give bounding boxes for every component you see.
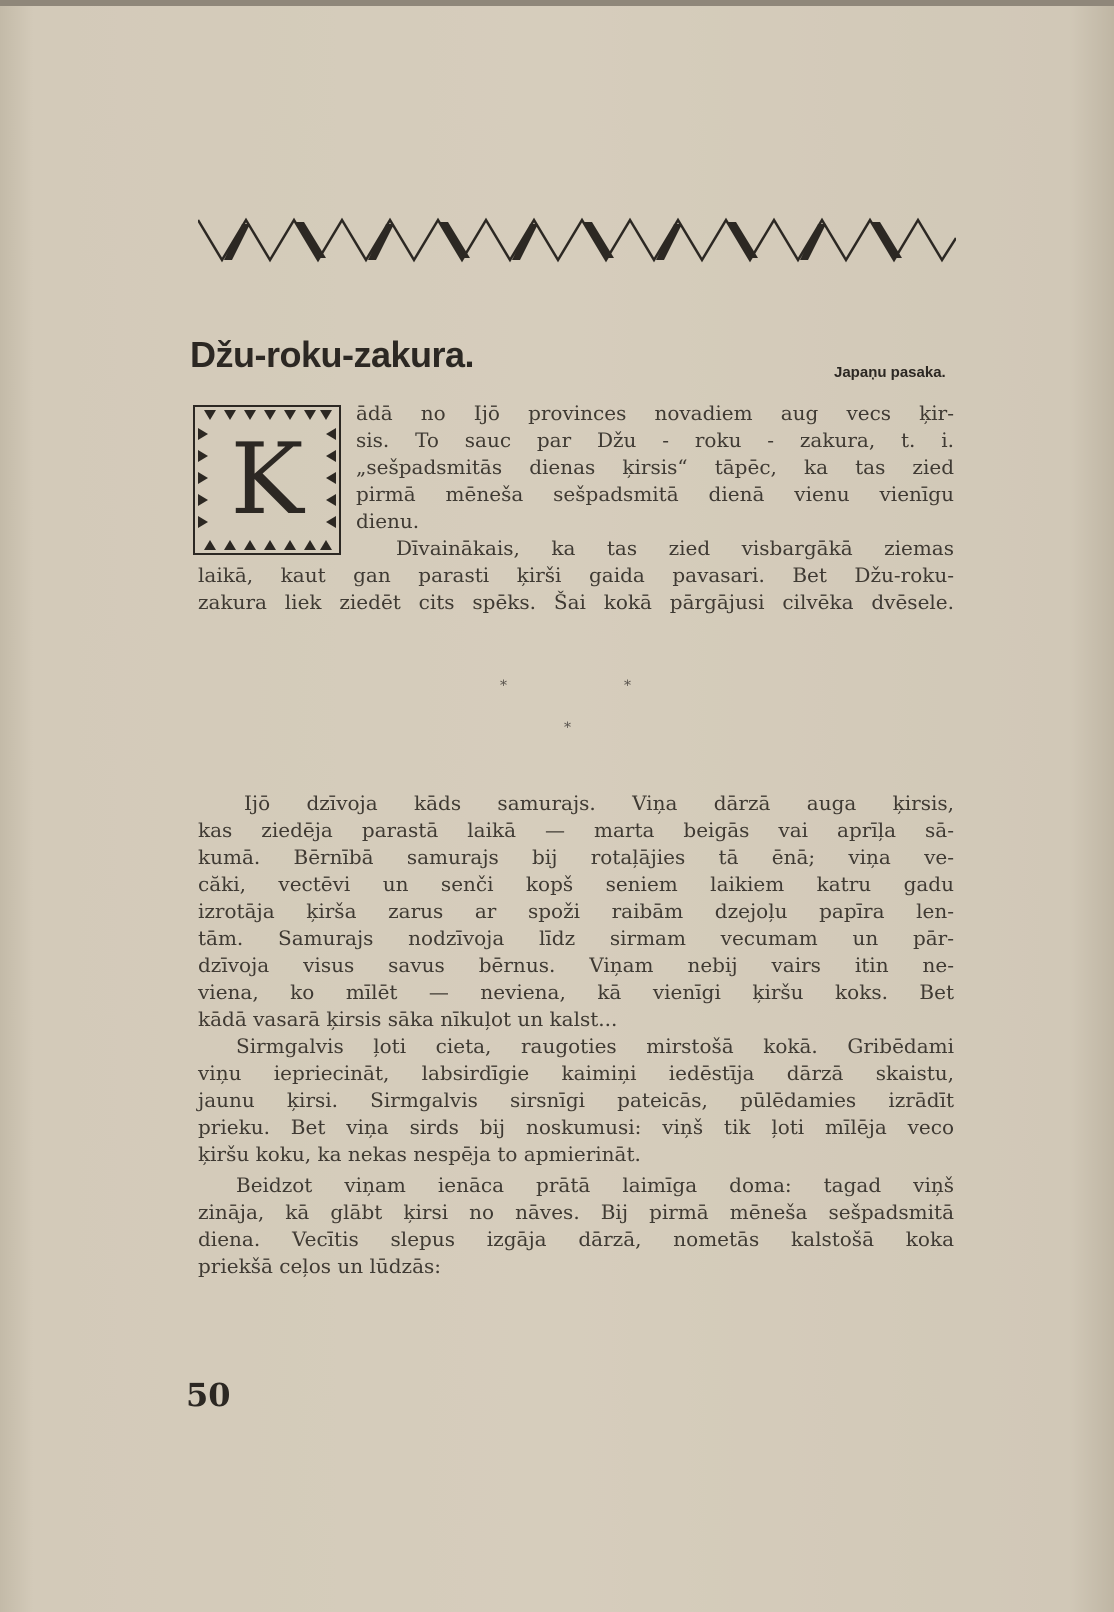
body-line: Sirmgalvis ļoti cieta, raugoties mirstošā kokā. Gribēdami	[236, 1034, 954, 1058]
dropcap-frame	[192, 404, 342, 556]
separator-star: *	[564, 720, 571, 736]
body-line: ķiršu koku, ka nekas nespēja to apmierināt.	[198, 1142, 641, 1166]
body-line: prieku. Bet viņa sirds bij noskumusi: viņš tik ļoti mīlēja veco	[198, 1115, 954, 1139]
body-line: viena, ko mīlēt — neviena, kā vienīgi ķiršu koks. Bet	[198, 980, 954, 1004]
story-subtitle: Japaņu pasaka.	[834, 364, 946, 381]
body-line: dzīvoja visus savus bērnus. Viņam nebij vairs itin ne-	[198, 953, 954, 977]
separator-star: *	[624, 678, 631, 694]
intro-line: Dīvainākais, ka tas zied visbargākā ziemas	[396, 536, 954, 560]
intro-line: sis. To sauc par Džu - roku - zakura, t. i.	[356, 428, 954, 452]
body-line: priekšā ceļos un lūdzās:	[198, 1254, 442, 1278]
intro-line: dienu.	[356, 509, 420, 533]
story-title: Džu-roku-zakura.	[190, 334, 475, 375]
body-line: diena. Vecītis slepus izgāja dārzā, nometās kalstošā koka	[198, 1227, 954, 1251]
body-line: izrotāja ķirša zarus ar spoži raibām dzejoļu papīra len-	[198, 899, 954, 923]
body-line: zināja, kā glābt ķirsi no nāves. Bij pirmā mēneša sešpadsmitā	[198, 1200, 954, 1224]
body-line: Ijō dzīvoja kāds samurajs. Viņa dārzā auga ķirsis,	[244, 791, 954, 815]
body-line: kādā vasarā ķirsis sāka nīkuļot un kalst...	[198, 1007, 618, 1031]
separator-star: *	[500, 678, 507, 694]
intro-line: „sešpadsmitās dienas ķirsis“ tāpēc, ka tas zied	[356, 455, 954, 479]
body-line: jaunu ķirsi. Sirmgalvis sirsnīgi pateicās, pūlēdamies izrādīt	[198, 1088, 954, 1112]
page-top-edge	[0, 0, 1114, 6]
body-line: viņu iepriecināt, labsirdīgie kaimiņi iedēstīja dārzā skaistu,	[198, 1061, 954, 1085]
intro-line: laikā, kaut gan parasti ķirši gaida pavasari. Bet Džu-roku-	[198, 563, 954, 587]
intro-line: pirmā mēneša sešpadsmitā dienā vienu vienīgu	[356, 482, 954, 506]
body-line: Beidzot viņam ienāca prātā laimīga doma: tagad viņš	[236, 1173, 954, 1197]
intro-line: zakura liek ziedēt cits spēks. Šai kokā pārgājusi cilvēka dvēsele.	[198, 590, 954, 614]
page-number: 50	[186, 1376, 231, 1414]
body-line: kas ziedēja parastā laikā — marta beigās vai aprīļa sā-	[198, 818, 954, 842]
body-line: tām. Samurajs nodzīvoja līdz sirmam vecumam un pār-	[198, 926, 954, 950]
dropcap-letter: K	[230, 423, 304, 537]
body-line: căki, vectēvi un senči kopš seniem laikiem katru gadu	[198, 872, 954, 896]
zigzag-ornament	[198, 216, 956, 264]
intro-line: ādā no Ijō provinces novadiem aug vecs ķir-	[356, 401, 954, 425]
body-line: kumā. Bērnībā samurajs bij rotaļājies tā ēnā; viņa ve-	[198, 845, 954, 869]
